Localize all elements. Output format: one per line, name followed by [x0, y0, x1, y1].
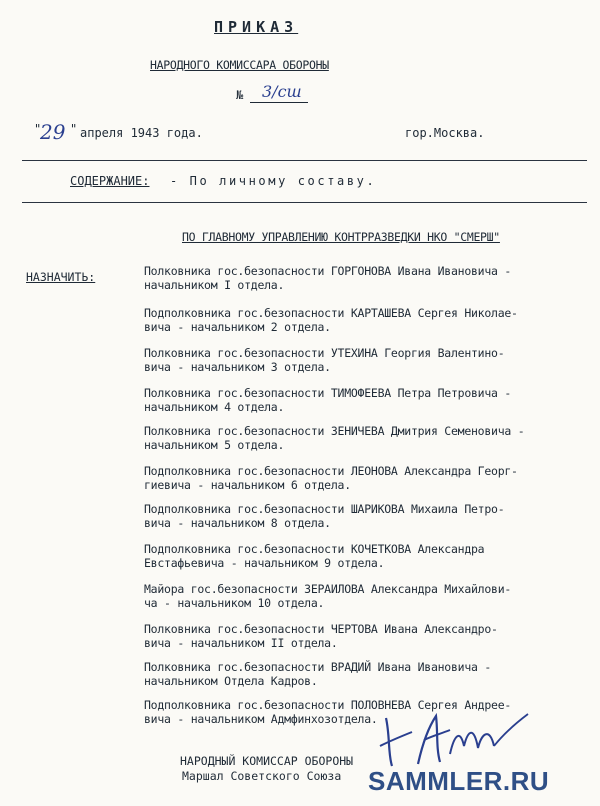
- entry-line-2: начальником 4 отдела.: [144, 400, 285, 414]
- appoint-label: НАЗНАЧИТЬ:: [26, 270, 96, 284]
- order-number-handwritten: 3/сш: [262, 82, 302, 101]
- date-open-quote: ": [34, 122, 42, 136]
- entry-line-1: Подполковника гос.безопасности ЛЕОНОВА Александра Георг-: [144, 464, 518, 478]
- entry-line-2: гиевича - начальником 6 отдела.: [144, 478, 351, 492]
- content-label: СОДЕРЖАНИЕ:: [70, 174, 150, 188]
- entry-line-1: Подполковника гос.безопасности ШАРИКОВА Михаила Петро-: [144, 502, 505, 516]
- entry-line-2: вича - начальником 8 отдела.: [144, 516, 331, 530]
- entry-line-1: Подполковника гос.безопасности КАРТАШЕВА Сергея Николае-: [144, 306, 518, 320]
- entry-line-1: Майора гос.безопасности ЗЕРАИЛОВА Александра Михайлови-: [144, 582, 512, 596]
- entry-line-2: вича - начальником 2 отдела.: [144, 320, 331, 334]
- order-number-label: №: [236, 88, 244, 102]
- appointment-entry: [144, 264, 584, 292]
- appointment-entry: [144, 306, 584, 334]
- handwritten-signature: [378, 706, 538, 770]
- entry-line-1: Полковника гос.безопасности ГОРГОНОВА Ивана Ивановича -: [144, 264, 512, 278]
- order-number-underline: [250, 102, 308, 103]
- entry-line-2: Евстафьевича - начальником 9 отдела.: [144, 556, 385, 570]
- entry-line-1: Полковника гос.безопасности ТИМОФЕЕВА Петра Петровича -: [144, 386, 512, 400]
- appointment-entry: [144, 622, 584, 650]
- divider-bottom: [22, 202, 587, 203]
- entry-line-1: Полковника гос.безопасности ЗЕНИЧЕВА Дмитрия Семеновича -: [144, 424, 525, 438]
- entry-line-1: Полковника гос.безопасности ВРАДИЙ Ивана Ивановича -: [144, 660, 492, 674]
- appointment-entry: [144, 424, 584, 452]
- signatory-title: НАРОДНЫЙ КОМИССАР ОБОРОНЫ: [180, 754, 354, 768]
- watermark: SAMMLER.RU: [368, 766, 550, 796]
- city-text: гор.Москва.: [405, 126, 485, 140]
- entry-line-1: Подполковника гос.безопасности ПОЛОВНЕВА Сергея Андрее-: [144, 698, 512, 712]
- section-heading: ПО ГЛАВНОМУ УПРАВЛЕНИЮ КОНТРРАЗВЕДКИ НКО "СМЕРШ": [182, 230, 500, 244]
- entry-line-2: начальником I отдела.: [144, 278, 285, 292]
- entry-line-2: вича - начальником Адмфинхозотдела.: [144, 712, 378, 726]
- appointment-entry: [144, 582, 584, 610]
- order-subtitle: НАРОДНОГО КОМИССАРА ОБОРОНЫ: [150, 58, 329, 72]
- entry-line-2: вича - начальником 3 отдела.: [144, 360, 331, 374]
- divider-top: [22, 160, 587, 161]
- entry-line-1: Полковника гос.безопасности ЧЕРТОВА Ивана Александро-: [144, 622, 498, 636]
- appointment-entry: [144, 502, 584, 530]
- date-day-handwritten: 29: [40, 120, 66, 144]
- entry-line-1: Полковника гос.безопасности УТЕХИНА Георгия Валентино-: [144, 346, 505, 360]
- entry-line-2: начальником Отдела Кадров.: [144, 674, 318, 688]
- date-close-quote: ": [70, 122, 78, 136]
- appointment-entry: [144, 542, 584, 570]
- content-text: - По личному составу.: [170, 174, 377, 188]
- entry-line-2: ча - начальником 10 отдела.: [144, 596, 325, 610]
- order-title: ПРИКАЗ: [214, 18, 299, 36]
- appointment-entry: [144, 386, 584, 414]
- appointment-entry: [144, 660, 584, 688]
- date-text: апреля 1943 года.: [80, 126, 203, 140]
- entry-line-2: начальником 5 отдела.: [144, 438, 285, 452]
- signatory-rank: Маршал Советского Союза: [182, 769, 342, 783]
- appointment-entry: [144, 464, 584, 492]
- entry-line-2: вича - начальником II отдела.: [144, 636, 338, 650]
- entry-line-1: Подполковника гос.безопасности КОЧЕТКОВА Александра: [144, 542, 485, 556]
- appointment-entry: [144, 346, 584, 374]
